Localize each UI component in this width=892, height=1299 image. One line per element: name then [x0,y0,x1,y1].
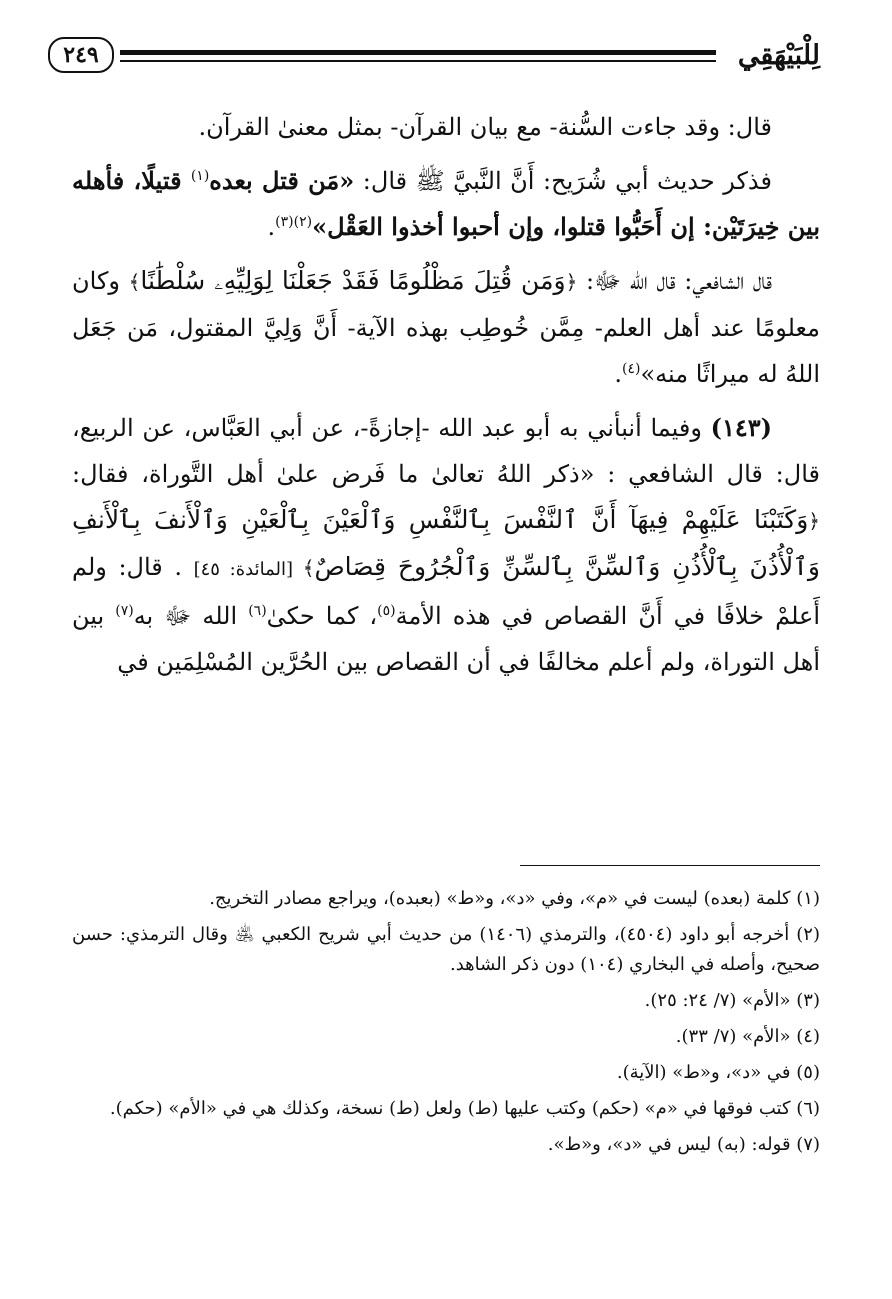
paragraph-2-lead: فذكر حديث أبي شُرَيح: أَنَّ النَّبيَّ ﷺ قال: [354,167,772,195]
paragraph-1: قال: وقد جاءت السُّنة- مع بيان القرآن- بمثل معنىٰ القرآن. [198,113,772,141]
paragraph-3-tail: . [614,360,623,388]
paragraph-2 [72,158,820,250]
verse-reference: [المائدة: ٤٥] [193,559,303,580]
hadith-quote-b: قتيلًا، فأهله بين خِيرَتَيْن: إن أَحَبُّوا قتلوا، وإن أحبوا أخذوا العَقْل» [72,166,820,241]
footnote-ref-1[interactable]: (١) [190,168,210,184]
paragraph-4-lead: وفيما أنبأني به أبو عبد الله -إجازةً-، عن أبي العَبَّاس، عن الربيع، قال: قال الشافعي : «ذكر اللهُ تعالىٰ ما فَرض علىٰ أهل التَّوراة، فقال: [72,414,820,488]
paragraph-4-text-b: ، كما حكىٰ [266,602,378,630]
header-rule [120,50,716,62]
paragraph-4 [72,405,820,685]
verse-open-bracket: ﴿ [808,509,820,533]
footnote-2: (٢) أخرجه أبو داود (٤٥٠٤)، والترمذي (١٤٠٦) من حديث أبي شريح الكعبي ﵁ وقال الترمذي: حسن صحيح، وأصله في البخاري (١٠٤) دون ذكر الشاهد. [72,924,820,975]
paragraph-3-text: وكان معلومًا عند أهل العلم- مِمَّن خُوطِب بهذه الآية- أَنَّ وَلِيَّ المقتول، مَن جَعَل اللهُ له ميراثًا منه» [72,267,820,388]
paragraph-4-text-a: . قال: ولم أَعلمْ خلافًا في أَنَّ القصاص في هذه الأمة [72,553,821,630]
paragraph-3-lead: قال الشافعي: قال الله ﷻ: [577,267,772,295]
verse-open-bracket: ﴿ [565,270,578,294]
quran-verse-1: وَمَن قُتِلَ مَظْلُومًا فَقَدْ جَعَلْنَا لِوَلِيِّهِۦ سُلْطَٰنًا [140,266,566,295]
footnote-1: (١) كلمة (بعده) ليست في «م»، وفي «د»، و«ط» (بعبده)، ويراجع مصادر التخريج. [209,888,820,909]
footnote-5: (٥) في «د»، و«ط» (الآية). [616,1062,820,1083]
footnote-4: (٤) «الأم» (٧/ ٣٣). [675,1026,820,1047]
footnote-ref-2-3[interactable]: (٢)(٣) [275,214,313,230]
page-number: ٢٤٩ [48,37,114,73]
verse-close-bracket: ﴾ [128,270,141,294]
verse-close-bracket: ﴾ [302,556,315,580]
footnote-ref-5[interactable]: (٥) [377,603,396,619]
paragraph-2-tail: . [267,213,276,241]
hadith-quote-a: «مَن قتل بعده [209,166,355,195]
footnote-3: (٣) «الأم» (٧/ ٢٤: ٢٥). [644,990,820,1011]
footnote-ref-7[interactable]: (٧) [115,603,134,619]
footnotes [72,884,820,1166]
paragraph-4-text-d: بين أهل التوراة، ولم أعلم مخالفًا في أن القصاص بين الحُرَّين المُسْلِمَين في [72,602,820,676]
footnote-6: (٦) كتب فوقها في «م» (حكم) وكتب عليها (ط) ولعل (ط) نسخة، وكذلك هي في «الأم» (حكم). [109,1098,820,1119]
page-header [48,36,820,76]
paragraph-number: (١٤٣) [710,413,772,442]
footnote-separator [520,865,820,866]
running-title: لِلْبَيْهَقِي [737,40,820,71]
footnote-ref-6[interactable]: (٦) [248,603,267,619]
main-text [72,104,820,693]
quran-verse-2: وَكَتَبْنَا عَلَيْهِمْ فِيهَآ أَنَّ ٱلنَّفْسَ بِٱلنَّفْسِ وَٱلْعَيْنَ بِٱلْعَيْنِ وَٱلْأَنفَ بِٱلْأَنفِ وَٱلْأُذُنَ بِٱلْأُذُنِ وَٱلسِّنَّ بِٱلسِّنِّ وَٱلْجُرُوحَ قِصَاصٌ [72,505,821,581]
footnote-7: (٧) قوله: (به) ليس في «د»، و«ط». [547,1134,820,1155]
paragraph-4-text-c: الله ﷻ به [133,602,249,630]
paragraph-3 [72,258,820,397]
footnote-ref-4[interactable]: (٤) [622,361,641,377]
